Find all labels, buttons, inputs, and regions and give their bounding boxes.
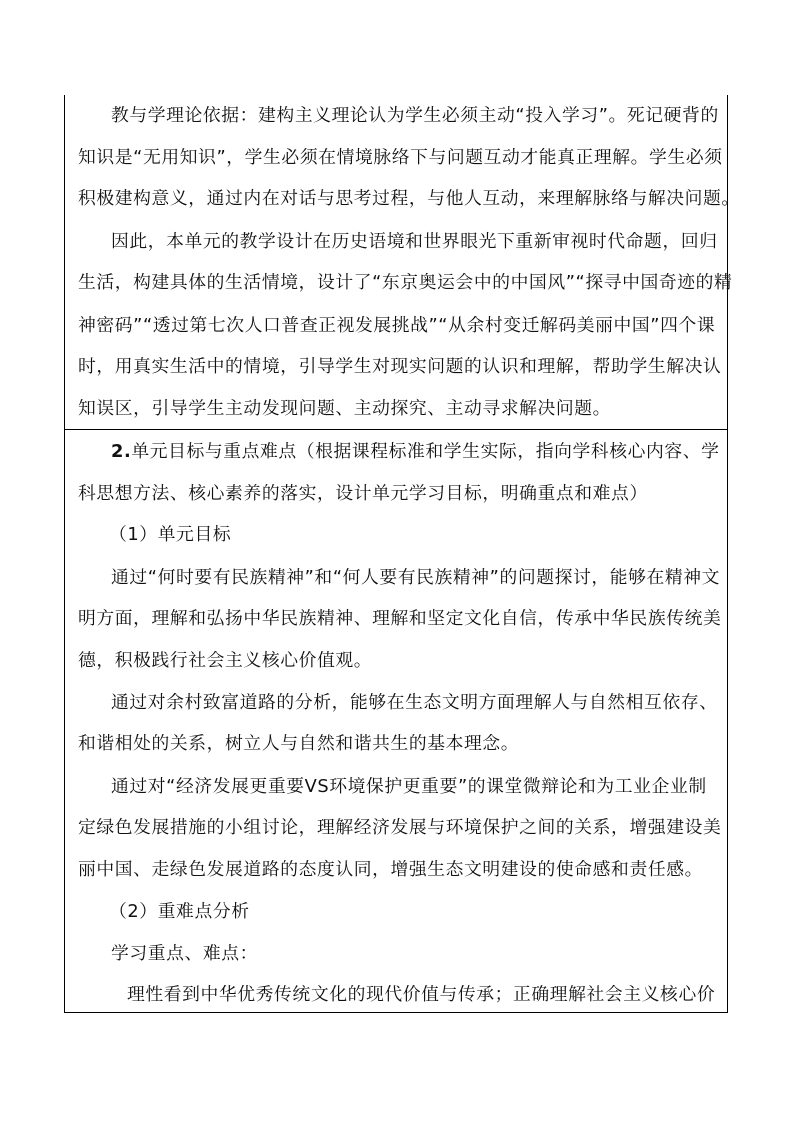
paragraph-line: 和谐相处的关系，树立人与自然和谐共生的基本理念。 (78, 733, 520, 754)
paragraph-line: 教与学理论依据：建构主义理论认为学生必须主动“投入学习”。死记硬背的 (111, 105, 719, 126)
subheading-key-points: （2）重难点分析 (109, 901, 250, 922)
section-heading-line2: 科思想方法、核心素养的落实，设计单元学习目标，明确重点和难点） (78, 483, 648, 504)
row-divider (64, 429, 728, 430)
section-heading (111, 441, 720, 463)
section-number: 2. (111, 441, 132, 462)
paragraph-line: 神密码”“透过第七次人口普查正视发展挑战”“从余村变迁解码美丽中国”四个课 (78, 315, 716, 336)
paragraph-line: 积极建构意义，通过内在对话与思考过程，与他人互动，来理解脉络与解决问题。 (78, 188, 740, 209)
paragraph-line: 明方面，理解和弘扬中华民族精神、理解和坚定文化自信，传承中华民族传统美 (78, 608, 722, 629)
paragraph-line: 通过对余村致富道路的分析，能够在生态文明方面理解人与自然相互依存、 (111, 692, 718, 713)
paragraph-line: 知识是“无用知识”，学生必须在情境脉络下与问题互动才能真正理解。学生必须 (78, 147, 723, 168)
paragraph-line: 时，用真实生活中的情境，引导学生对现实问题的认识和理解，帮助学生解决认 (78, 356, 722, 377)
paragraph-line: 知误区，引导学生主动发现问题、主动探究、主动寻求解决问题。 (78, 398, 612, 419)
section-heading-text: 单元目标与重点难点（根据课程标准和学生实际，指向学科核心内容、学 (131, 441, 720, 462)
paragraph-line: 生活，构建具体的生活情境，设计了“东京奥运会中的中国风”“探寻中国奇迹的精 (78, 272, 733, 293)
paragraph-line: 丽中国、走绿色发展道路的态度认同，增强生态文明建设的使命感和责任感。 (78, 859, 703, 880)
key-points-label: 学习重点、难点： (111, 943, 259, 964)
paragraph-line: 通过“何时要有民族精神”和“何人要有民族精神”的问题探讨，能够在精神文 (111, 567, 721, 588)
paragraph-line: 德，积极践行社会主义核心价值观。 (78, 650, 373, 671)
subheading-unit-goals: （1）单元目标 (109, 524, 232, 545)
paragraph-line: 通过对“经济发展更重要VS环境保护更重要”的课堂微辩论和为工业企业制 (111, 776, 707, 797)
paragraph-line: 理性看到中华优秀传统文化的现代价值与传承；正确理解社会主义核心价 (127, 984, 716, 1005)
paragraph-line: 因此，本单元的教学设计在历史语境和世界眼光下重新审视时代命题，回归 (111, 231, 718, 252)
paragraph-line: 定绿色发展措施的小组讨论，理解经济发展与环境保护之间的关系，增强建设美 (78, 817, 722, 838)
